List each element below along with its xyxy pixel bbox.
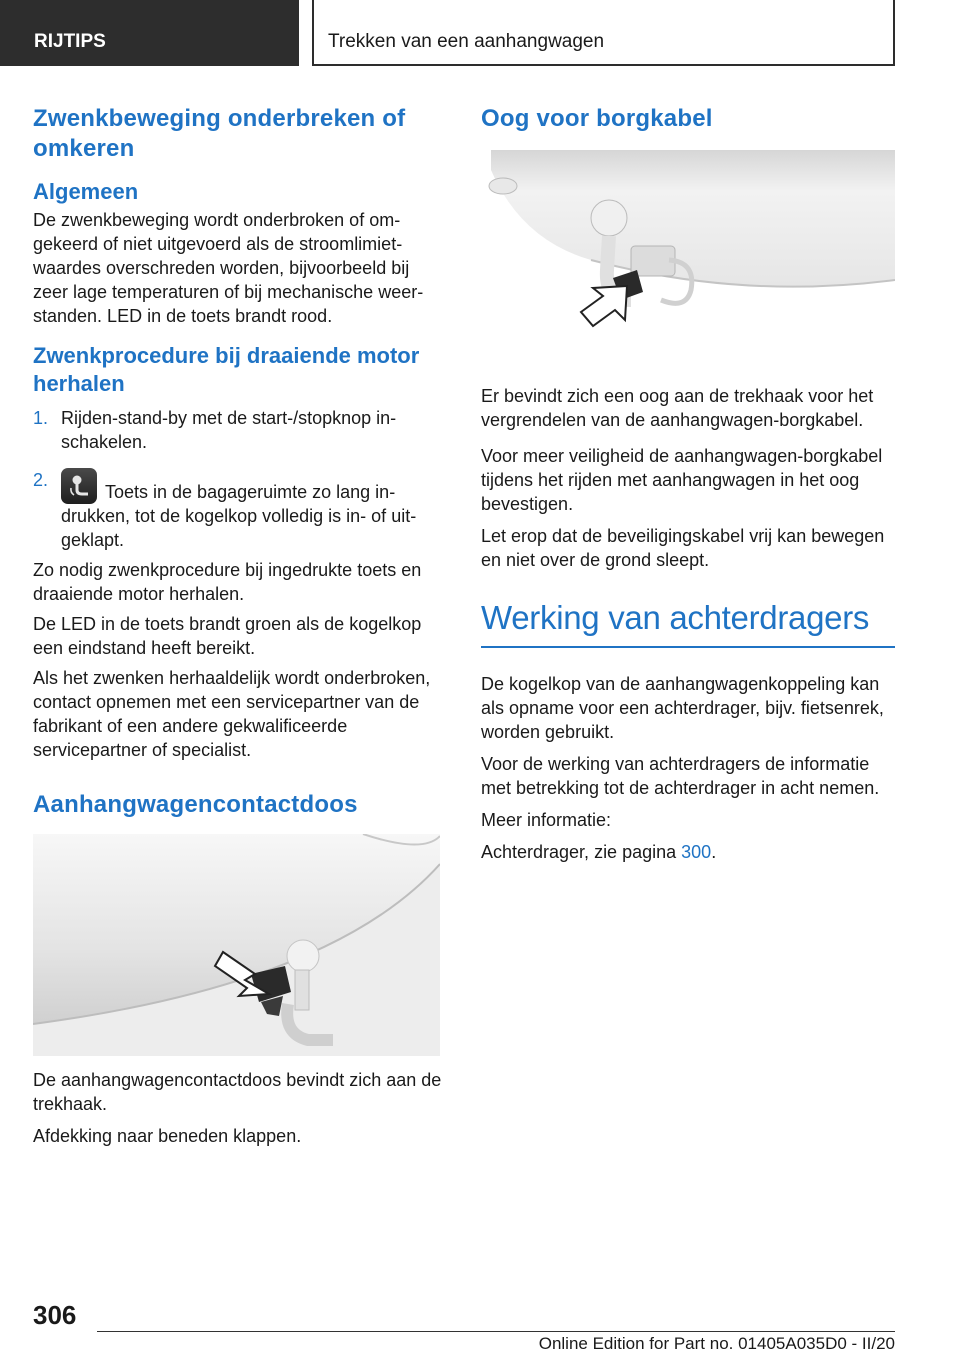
page-link-300[interactable]: 300 [681,842,712,862]
paragraph-meer-informatie: Meer informatie: [481,810,612,830]
trailer-hitch-button-icon [61,468,97,504]
list-number: 1. [33,408,49,428]
paragraph-kogelkop: De kogelkop van de aanhangwagenkoppeling kan als opname voor een achterdrager, bijv. fietsenrek, worden gebruikt. [481,674,884,742]
paragraph-contactdoos: De aanhangwagencontactdoos bevindt zich aan de trekhaak. [33,1070,442,1114]
footer-divider [97,1331,895,1332]
heading-zwenkbeweging: Zwenkbeweging onderbreken of omkeren [33,105,406,162]
safety-cable-eye-illustration [481,150,895,370]
reference-achterdrager [481,840,895,864]
section-label: RIJTIPS [0,0,299,66]
list-text: Toets in de bagageruimte zo lang indrukken, tot de kogelkop volledig is in- of uitgeklapt. [61,482,417,550]
heading-werking-achterdragers: Werking van achterdragers [481,598,895,648]
paragraph-oog: Er bevindt zich een oog aan de trekhaak voor het vergrendelen van de aanhangwagen-borgkabel. [481,386,874,430]
list-item [33,468,447,552]
footer-edition: Online Edition for Part no. 01405A035D0 - II/20 [538,1334,895,1353]
paragraph-servicepartner: Als het zwenken herhaaldelijk wordt onderbroken, contact opnemen met een servicepartner van de fabrikant of een andere gekwalificeerde servicepartner of specialist. [33,668,431,760]
chapter-title: Trekken van een aanhangwagen [312,0,895,66]
paragraph-herhalen: Zo nodig zwenkprocedure bij ingedrukte toets en draaiende motor herhalen. [33,560,422,604]
list-text: Rijden-stand-by met de start-/stopknop inschakelen. [61,408,397,452]
paragraph-afdekking: Afdekking naar beneden klappen. [33,1126,302,1146]
trailer-socket-illustration [33,834,440,1056]
paragraph-veiligheid: Voor meer veiligheid de aanhangwagen-borgkabel tijdens het rijden met aanhangwagen in het oog bevestigen. [481,446,883,514]
heading-algemeen: Algemeen [33,179,139,204]
right-column [481,100,895,864]
left-column [33,100,447,1148]
paragraph-algemeen: De zwenkbeweging wordt onderbroken of omgekeerd of niet uitgevoerd als de stroomlimietwaardes overschreden worden, bijvoorbeeld bij zeer lage temperaturen of bij mechanische weerstanden. LED in de toets brandt rood. [33,210,424,326]
list-item [33,406,447,454]
reference-end: . [711,842,717,862]
heading-aanhangwagencontactdoos: Aanhangwagencontactdoos [33,791,358,818]
paragraph-led-groen: De LED in de toets brandt groen als de kogelkop een eindstand heeft bereikt. [33,614,422,658]
heading-oog-borgkabel: Oog voor borgkabel [481,105,713,132]
heading-zwenkprocedure: Zwenkprocedure bij draaiende motor herhalen [33,343,420,396]
paragraph-sleept: Let erop dat de beveiligingskabel vrij kan bewegen en niet over de grond sleept. [481,526,885,570]
list-number: 2. [33,470,49,490]
page-header [0,0,960,66]
paragraph-informatie: Voor de werking van achterdragers de informatie met betrekking tot de achterdrager in acht nemen. [481,754,880,798]
page-number: 306 [33,1300,77,1330]
reference-text: Achterdrager, zie pagina [481,842,682,862]
